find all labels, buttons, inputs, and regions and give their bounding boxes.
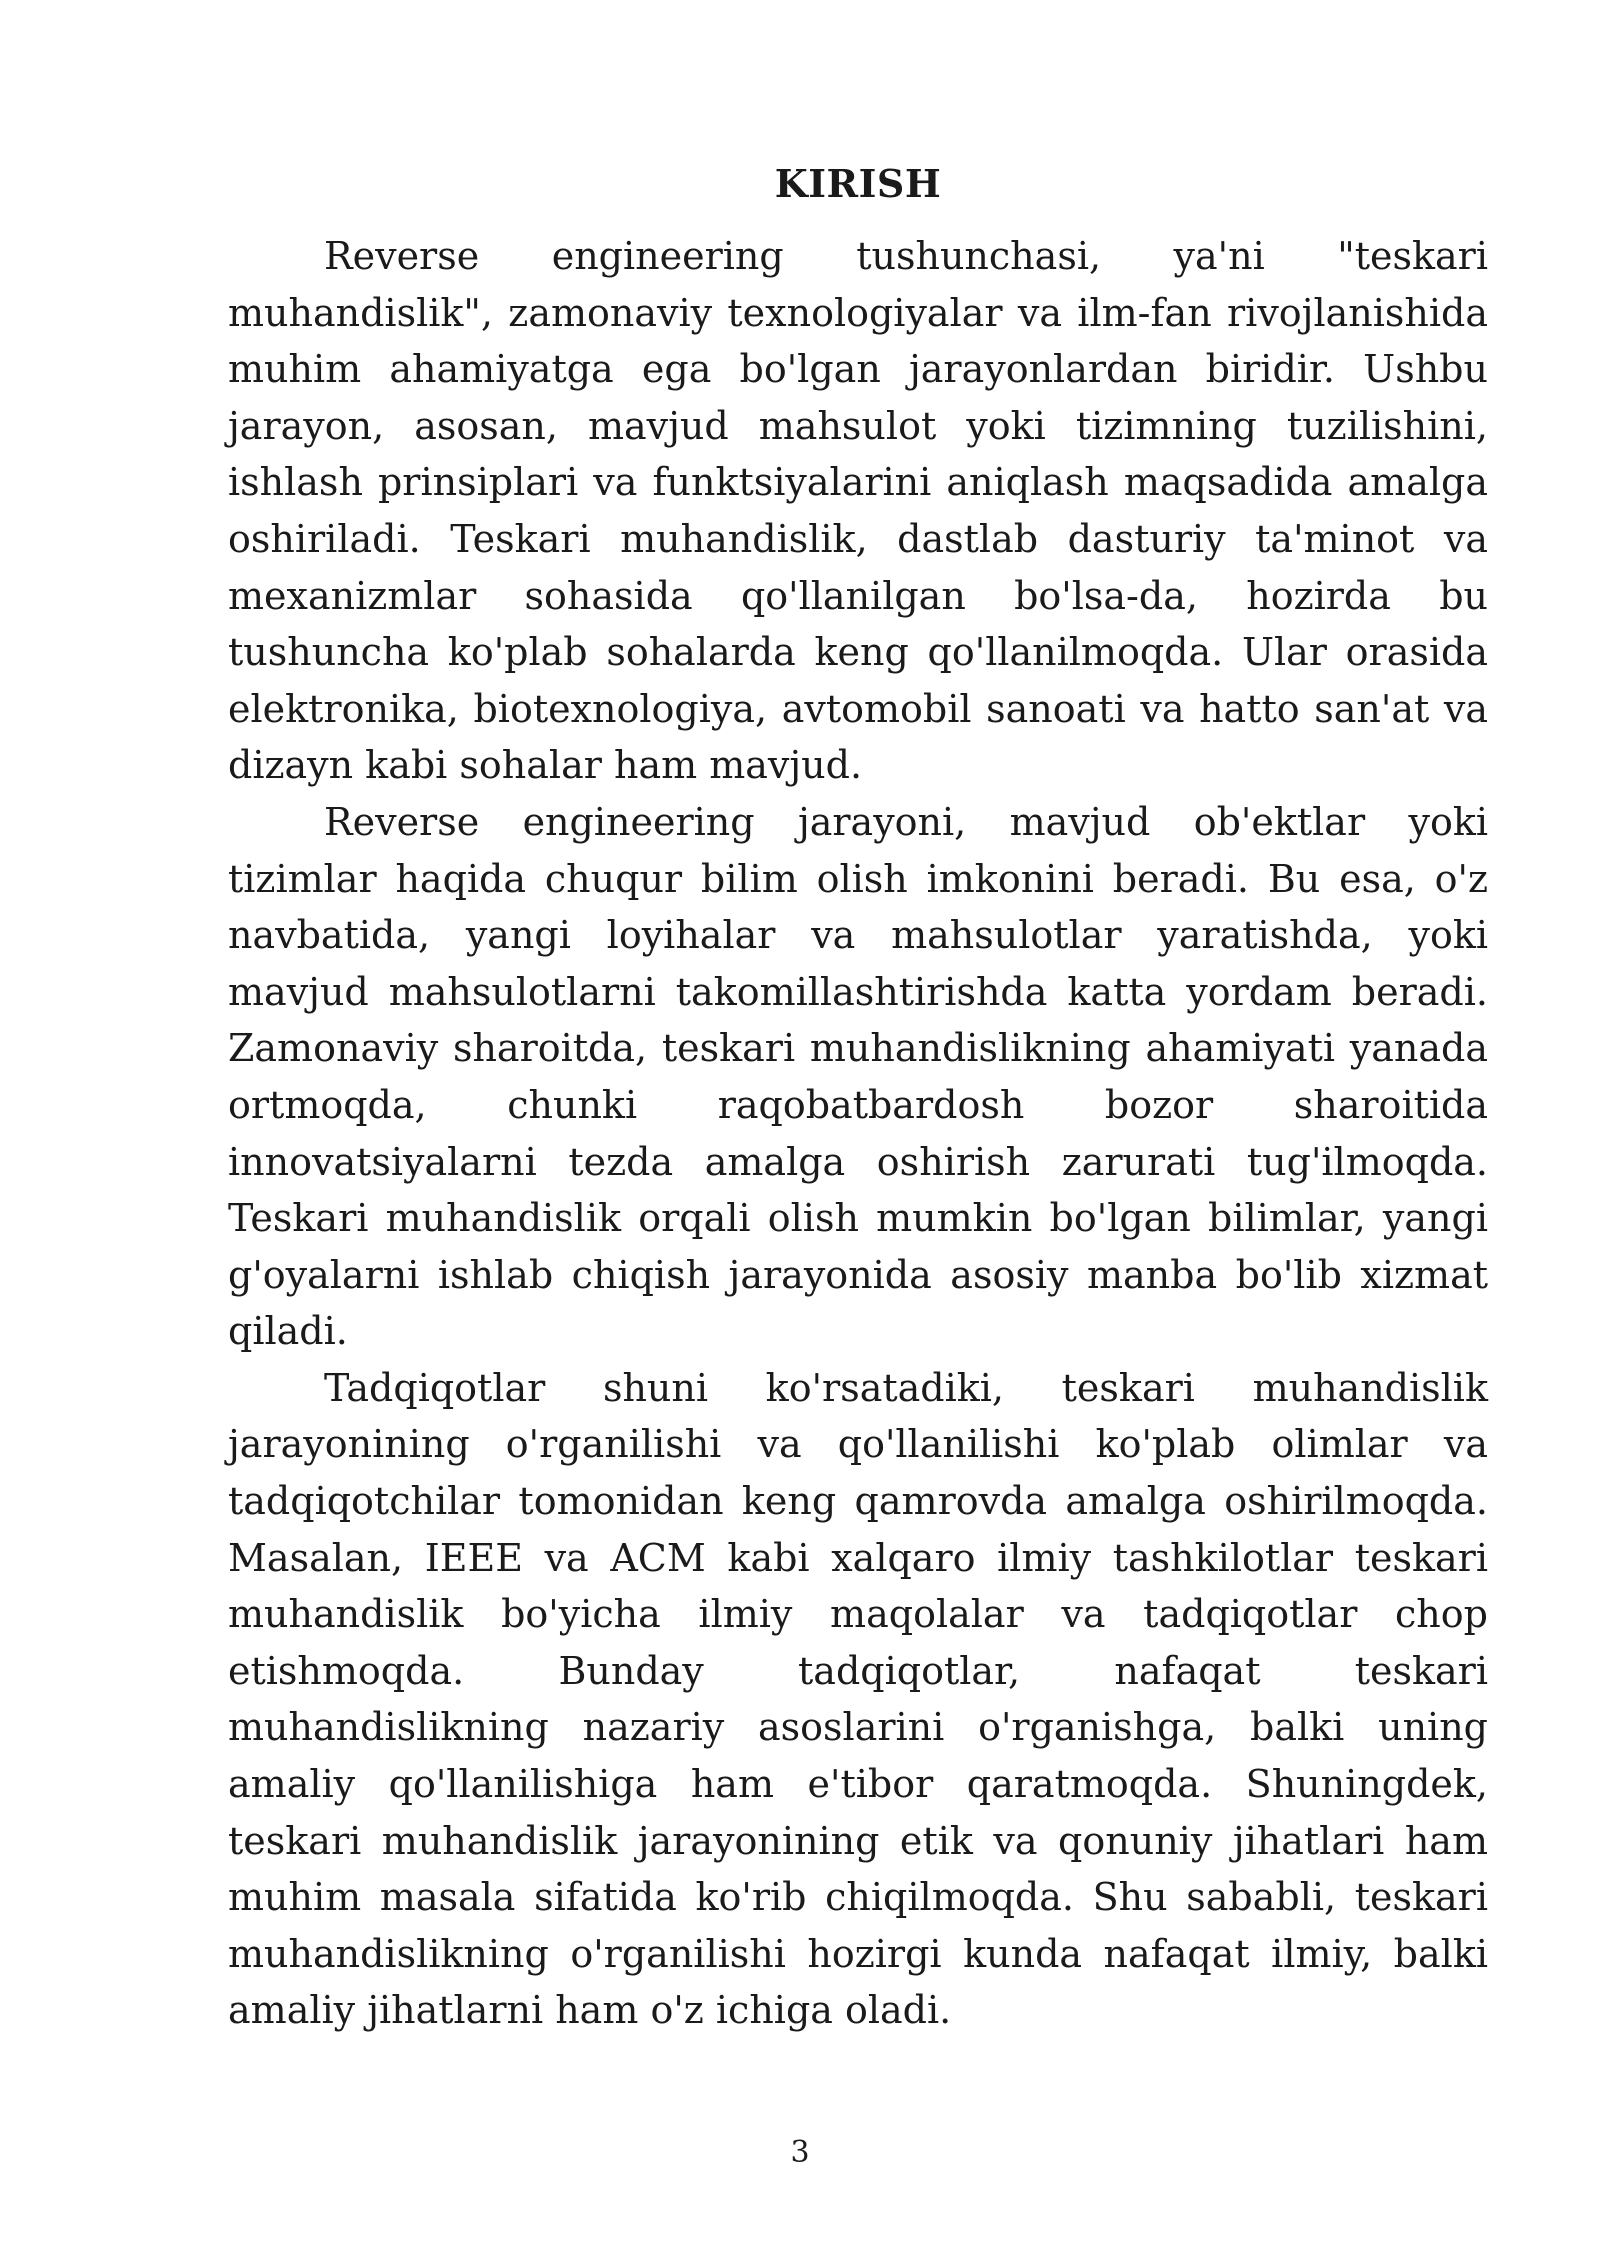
page-title: KIRISH — [774, 161, 942, 206]
paragraph-3: Tadqiqotlar shuni ko'rsatadiki, teskari muhandislik jarayonining o'rganilishi va qo'llanilishi ko'plab olimlar va tadqiqotchilar tomonidan keng qamrovda amalga oshirilmoqda. Masalan, IEEE va ACM kabi xalqaro ilmiy tashkilotlar teskari muhandislik bo'yicha ilmiy maqolalar va tadqiqotlar chop etishmoqda. Bunday tadqiqotlar, nafaqat teskari muhandislikning nazariy asoslarini o'rganishga, balki uning amaliy qo'llanilishiga ham e'tibor qaratmoqda. Shuningdek, teskari muhandislik jarayonining etik va qonuniy jihatlari ham muhim masala sifatida ko'rib chiqilmoqda. Shu sababli, teskari muhandislikning o'rganilishi hozirgi kunda nafaqat ilmiy, balki amaliy jihatlarni ham o'z ichiga oladi. — [228, 1365, 1488, 2033]
paragraph-1: Reverse engineering tushunchasi, ya'ni "teskari muhandislik", zamonaviy texnologiyalar va ilm-fan rivojlanishida muhim ahamiyatga ega bo'lgan jarayonlardan biridir. Ushbu jarayon, asosan, mavjud mahsulot yoki tizimning tuzilishini, ishlash prinsiplari va funktsiyalarini aniqlash maqsadida amalga oshiriladi. Teskari muhandislik, dastlab dasturiy ta'minot va mexanizmlar sohasida qo'llanilgan bo'lsa-da, hozirda bu tushuncha ko'plab sohalarda keng qo'llanilmoqda. Ular orasida elektronika, biotexnologiya, avtomobil sanoati va hatto san'at va dizayn kabi sohalar ham mavjud. — [228, 234, 1488, 788]
page-number: 3 — [790, 2135, 810, 2170]
document-page — [228, 160, 1488, 2039]
paragraph-2: Reverse engineering jarayoni, mavjud ob'ektlar yoki tizimlar haqida chuqur bilim olish imkonini beradi. Bu esa, o'z navbatida, yangi loyihalar va mahsulotlar yaratishda, yoki mavjud mahsulotlarni takomillashtirishda katta yordam beradi. Zamonaviy sharoitda, teskari muhandislikning ahamiyati yanada ortmoqda, chunki raqobatbardosh bozor sharoitida innovatsiyalarni tezda amalga oshirish zarurati tug'ilmoqda. Teskari muhandislik orqali olish mumkin bo'lgan bilimlar, yangi g'oyalarni ishlab chiqish jarayonida asosiy manba bo'lib xizmat qiladi. — [228, 799, 1488, 1354]
